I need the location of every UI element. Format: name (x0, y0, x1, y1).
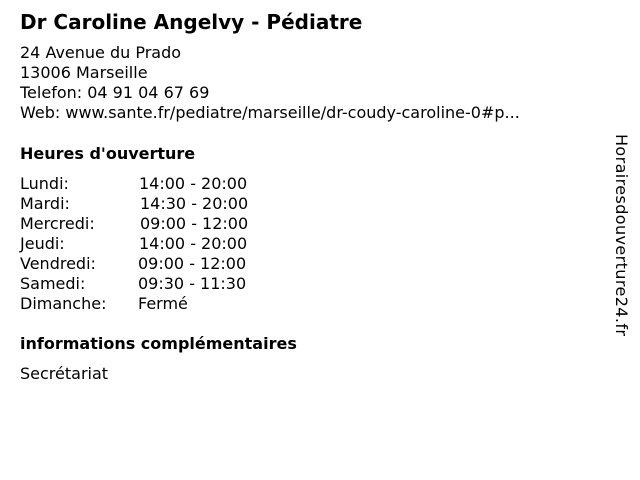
extra-info-heading: informations complémentaires (20, 334, 297, 353)
hours-day: Samedi: (20, 274, 86, 293)
hours-time: 09:00 - 12:00 (140, 214, 249, 233)
hours-day: Lundi: (20, 174, 69, 193)
hours-time: 09:00 - 12:00 (138, 254, 247, 273)
address-street: 24 Avenue du Prado (20, 43, 182, 62)
hours-day: Mercredi: (20, 214, 95, 233)
hours-heading: Heures d'ouverture (20, 144, 196, 163)
hours-day: Mardi: (20, 194, 70, 213)
phone-number: Telefon: 04 91 04 67 69 (20, 83, 210, 102)
hours-time: 14:00 - 20:00 (139, 174, 248, 193)
hours-time: Fermé (138, 294, 188, 313)
page-title: Dr Caroline Angelvy - Pédiatre (20, 10, 363, 34)
extra-info-text: Secrétariat (20, 364, 109, 383)
hours-day: Vendredi: (20, 254, 96, 273)
hours-day: Jeudi: (20, 234, 65, 253)
hours-time: 09:30 - 11:30 (138, 274, 247, 293)
website-link[interactable]: Web: www.sante.fr/pediatre/marseille/dr-coudy-caroline-0#p... (20, 103, 520, 122)
address-block (20, 43, 520, 123)
hours-time: 14:30 - 20:00 (140, 194, 249, 213)
hours-time: 14:00 - 20:00 (139, 234, 248, 253)
hours-day: Dimanche: (20, 294, 107, 313)
address-city: 13006 Marseille (20, 63, 148, 82)
site-brand-vertical: Horairesdouverture24.fr (612, 134, 631, 337)
